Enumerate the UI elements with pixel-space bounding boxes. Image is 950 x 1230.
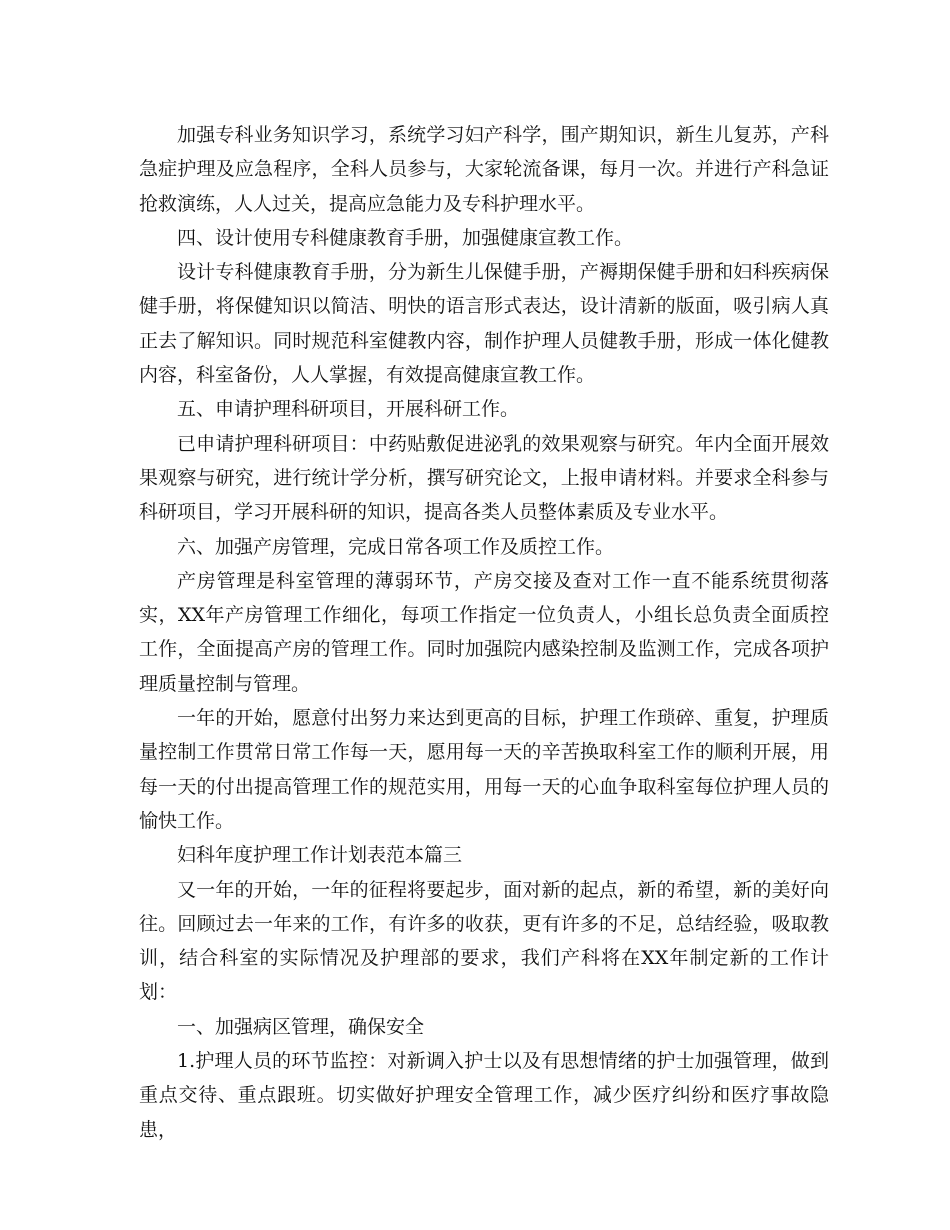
paragraph-delivery-room: 产房管理是科室管理的薄弱环节，产房交接及查对工作一直不能系统贯彻落实，XX年产房管理工作细化，每项工作指定一位负责人，小组长总负责全面质控工作，全面提高产房的管理工作。同时加强院内感染控制及监测工作，完成各项护理质量控制与管理。 <box>139 569 829 695</box>
heading-ward-management: 一、加强病区管理，确保安全 <box>177 1015 425 1038</box>
heading-section-four: 四、设计使用专科健康教育手册，加强健康宣教工作。 <box>177 226 634 249</box>
paragraph-specialty-study: 加强专科业务知识学习，系统学习妇产科学，围产期知识，新生儿复苏，产科急症护理及应急程序，全科人员参与，大家轮流备课，每月一次。并进行产科急证抢救演练，人人过关，提高应急能力及专科护理水平。 <box>139 124 829 215</box>
heading-section-six: 六、加强产房管理，完成日常各项工作及质控工作。 <box>177 535 615 558</box>
heading-section-five: 五、申请护理科研项目，开展科研工作。 <box>177 398 520 421</box>
heading-part-three: 妇科年度护理工作计划表范本篇三 <box>177 844 463 867</box>
paragraph-staff-monitoring: 1.护理人员的环节监控：对新调入护士以及有思想情绪的护士加强管理，做到重点交待、重点跟班。切实做好护理安全管理工作，减少医疗纠纷和医疗事故隐患， <box>139 1050 829 1141</box>
document-body <box>139 118 829 1147</box>
paragraph-health-manual: 设计专科健康教育手册，分为新生儿保健手册，产褥期保健手册和妇科疾病保健手册，将保健知识以简洁、明快的语言形式表达，设计清新的版面，吸引病人真正去了解知识。同时规范科室健教内容，制作护理人员健教手册，形成一体化健教内容，科室备份，人人掌握，有效提高健康宣教工作。 <box>139 261 829 387</box>
paragraph-new-year: 又一年的开始，一年的征程将要起步，面对新的起点，新的希望，新的美好向往。回顾过去一年来的工作，有许多的收获，更有许多的不足，总结经验，吸取教训，结合科室的实际情况及护理部的要求，我们产科将在XX年制定新的工作计划： <box>139 878 829 1004</box>
paragraph-year-start: 一年的开始，愿意付出努力来达到更高的目标，护理工作琐碎、重复，护理质量控制工作贯常日常工作每一天，愿用每一天的辛苦换取科室工作的顺利开展，用每一天的付出提高管理工作的规范实用，用每一天的心血争取科室每位护理人员的愉快工作。 <box>139 707 829 832</box>
paragraph-research-project: 已申请护理科研项目：中药贴敷促进泌乳的效果观察与研究。年内全面开展效果观察与研究，进行统计学分析，撰写研究论文，上报申请材料。并要求全科参与科研项目，学习开展科研的知识，提高各类人员整体素质及专业水平。 <box>139 432 829 524</box>
